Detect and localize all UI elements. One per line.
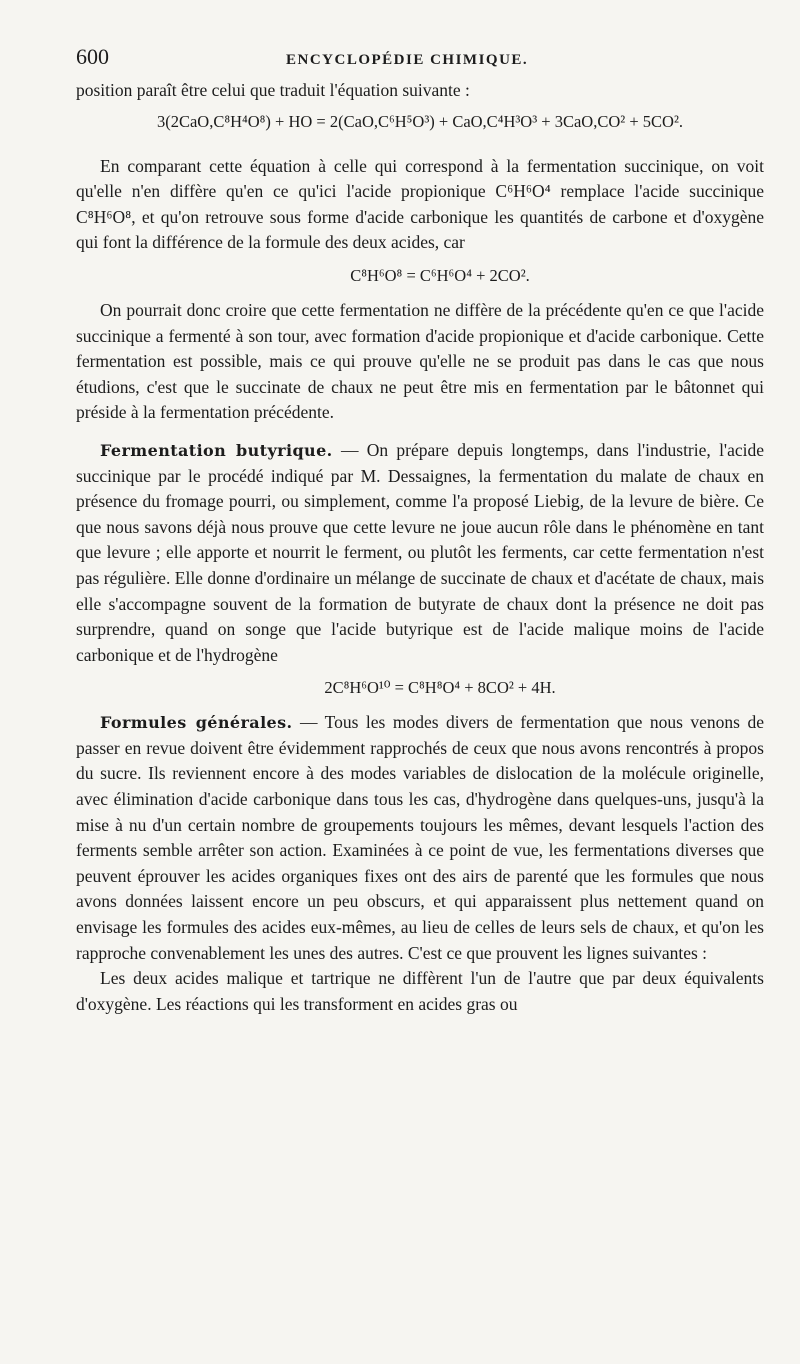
equation-1: 3(2CaO,C⁸H⁴O⁸) + HO = 2(CaO,C⁶H⁵O³) + CaO,C⁴H³O³ + 3CaO,CO² + 5CO². bbox=[156, 111, 684, 131]
section-formules-generales bbox=[76, 710, 764, 966]
running-header bbox=[76, 44, 764, 78]
equation-3: 2C⁸H⁶O¹⁰ = C⁸H⁸O⁴ + 8CO² + 4H. bbox=[324, 678, 556, 698]
section-text-formules: — Tous les modes divers de fermentation que nous venons de passer en revue doivent être évidemment rapprochés de ceux que nous avons rencontrés à propos du sucre. Ils reviennent encore à des modes variables de dislocation de la molécule originelle, avec élimination d'acide carbonique dans tous les cas, d'hydrogène dans quelques-uns, jusqu'à la mise à nu d'un certain nombre de groupements toujours les mêmes, devant lesquels l'action des ferments semble arrêter son action. Examinées à ce point de vue, les fermentations diverses que peuvent éprouver les acides organiques fixes ont des airs de parenté que les formules que nous avons données laissent encore un peu obscurs, et qui apparaissent plus nettement quand on envisage les formules des acides eux-mêmes, au lieu de celles de leurs sels de chaux, et qu'on les rapproche convenablement les unes des autres. C'est ce que prouvent les lignes suivantes : bbox=[76, 712, 764, 963]
spacer bbox=[76, 142, 764, 154]
spacer bbox=[76, 426, 764, 438]
running-title: ENCYCLOPÉDIE CHIMIQUE. bbox=[286, 52, 529, 68]
intro-line: position paraît être celui que traduit l'équation suivante : bbox=[76, 80, 470, 100]
paragraph-3: Les deux acides malique et tartrique ne diffèrent l'un de l'autre que par deux équivalents d'oxygène. Les réactions qui les transforment en acides gras ou bbox=[76, 968, 764, 1014]
section-fermentation-butyrique bbox=[76, 438, 764, 668]
section-heading-butyrique: Fermentation butyrique. bbox=[100, 440, 333, 460]
page-number: 600 bbox=[76, 44, 109, 69]
section-text-butyrique: — On prépare depuis longtemps, dans l'industrie, l'acide succinique par le procédé indiqué par M. Dessaignes, la fermentation du malate de chaux en présence du fromage pourri, ou simplement, comme l'a proposé Liebig, de la levure de bière. Ce que nous savons déjà nous prouve que cette levure ne joue aucun rôle dans le phénomène en tant que levure ; elle apporte et nourrit le ferment, ou plutôt les ferments, car cette fermentation n'est pas régulière. Elle donne d'ordinaire un mélange de succinate de chaux et d'acétate de chaux, mais elle s'accompagne souvent de la formation de butyrate de chaux dont la présence ne doit pas surprendre, quand on songe que l'acide butyrique est de l'acide malique moins de l'acide carbonique et de l'hydrogène bbox=[76, 439, 764, 665]
equation-2: C⁸H⁶O⁸ = C⁶H⁶O⁴ + 2CO². bbox=[350, 265, 530, 285]
section-heading-formules: Formules générales. bbox=[100, 713, 293, 733]
paragraph-2: On pourrait donc croire que cette fermentation ne diffère de la précédente qu'en ce que l'acide succinique a fermenté à son tour, avec formation d'acide propionique et d'acide carbonique. Cette fermentation est possible, mais ce qui prouve qu'elle ne se produit pas dans le cas que nous étudions, c'est que le succinate de chaux ne peut être mis en fermentation par le bâtonnet qui préside à la fermentation précédente. bbox=[76, 299, 764, 423]
paragraph-1: En comparant cette équation à celle qui correspond à la fermentation succinique, on voit qu'elle n'en diffère qu'en ce qu'ici l'acide propionique C⁶H⁶O⁴ remplace l'acide succinique C⁸H⁶O⁸, et qu'on retrouve sous forme d'acide carbonique les quantités de carbone et d'oxygène qui font la différence de la formule des deux acides, car bbox=[76, 155, 764, 253]
